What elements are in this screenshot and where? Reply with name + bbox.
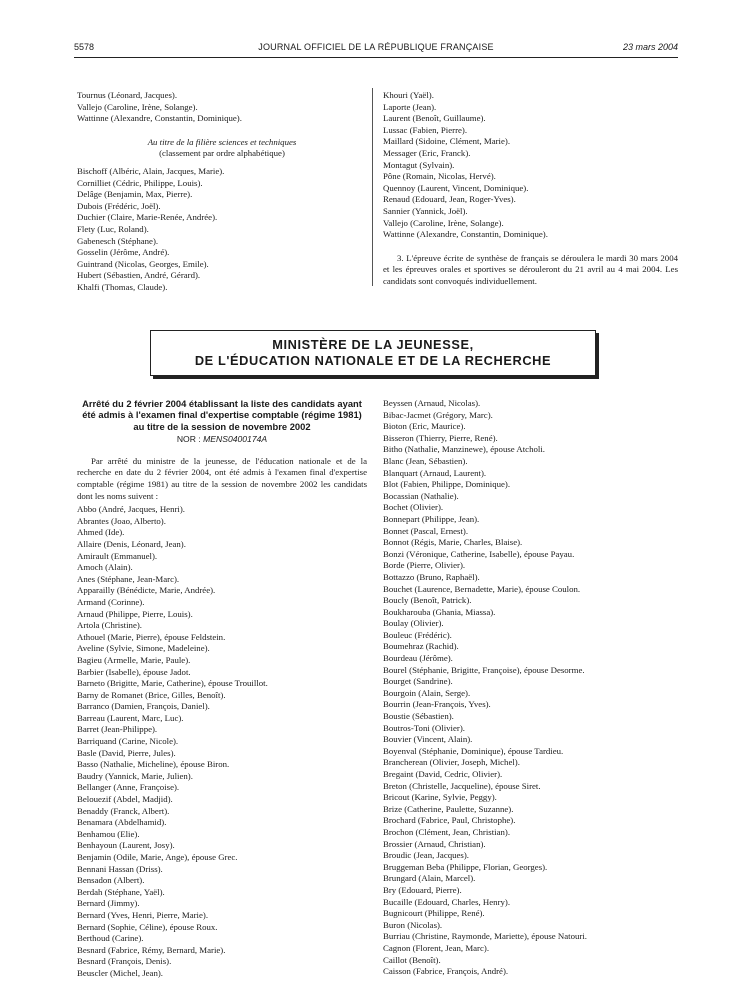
list-item: Caisson (Fabrice, François, André). <box>383 966 509 977</box>
nor-reference <box>77 434 367 446</box>
exam-schedule-paragraph: 3. L'épreuve écrite de synthèse de français se déroulera le mardi 30 mars 2004 et les épreuves orales et sportives se dérouleront du 21 avril au 4 mai 2004. Les candidats sont convoqués individuellement. <box>383 252 678 286</box>
list-item: Benjamin (Odile, Marie, Ange), épouse Grec. <box>77 852 238 862</box>
list-item: Bennani Hassan (Driss). <box>77 863 163 874</box>
arrete-intro: Par arrêté du ministre de la jeunesse, de l'éducation nationale et de la recherche en date du 2 février 2004, ont été admis à l'examen final d'expertise comptable (régime 1981) au titre de la session de novembre 2002 les candidats dont les noms suivent : <box>77 455 367 501</box>
list-item: Brochon (Clément, Jean, Christian). <box>383 826 511 837</box>
list-item: Blanc (Jean, Sébastien). <box>383 455 468 466</box>
list-item: Berthoud (Carine). <box>77 933 144 944</box>
list-item: Vallejo (Caroline, Irène, Solange). <box>77 101 198 112</box>
list-item: Guintrand (Nicolas, Georges, Emile). <box>77 258 209 269</box>
issue-date: 23 mars 2004 <box>622 42 678 52</box>
list-item: Duchier (Claire, Marie-Renée, Andrée). <box>77 212 218 223</box>
list-item: Tournus (Léonard, Jacques). <box>77 90 178 100</box>
name-list <box>77 90 367 125</box>
list-item: Barreau (Laurent, Marc, Luc). <box>77 712 184 723</box>
list-item: Ahmed (Ide). <box>77 527 125 538</box>
list-item: Cagnon (Florent, Jean, Marc). <box>383 942 490 953</box>
column-divider <box>372 88 373 286</box>
header-rule <box>74 57 678 58</box>
list-item: Bibac-Jacmet (Grégory, Marc). <box>383 409 493 420</box>
list-item: Barranco (Damien, François, Daniel). <box>77 701 210 712</box>
list-item: Bioton (Eric, Maurice). <box>383 421 466 432</box>
list-item: Broudic (Jean, Jacques). <box>383 850 469 861</box>
list-item: Brossier (Arnaud, Christian). <box>383 838 486 849</box>
ministry-heading <box>150 330 596 376</box>
list-item: Basle (David, Pierre, Jules). <box>77 747 176 758</box>
list-item: Sannier (Yannick, Joël). <box>383 205 468 216</box>
list-item: Bensadon (Albert). <box>77 875 145 886</box>
list-item: Besnard (Fabrice, Rémy, Bernard, Marie). <box>77 944 226 955</box>
list-item: Bellanger (Anne, Françoise). <box>77 782 180 793</box>
bottom-left-column <box>77 398 367 980</box>
list-item: Bry (Edouard, Pierre). <box>383 884 462 895</box>
list-item: Maillard (Sidoine, Clément, Marie). <box>383 136 511 147</box>
list-item: Boumehraz (Rachid). <box>383 641 459 652</box>
list-item: Bourgoin (Alain, Serge). <box>383 687 471 698</box>
list-item: Wattinne (Alexandre, Constantin, Dominique). <box>77 113 242 124</box>
list-item: Pône (Romain, Nicolas, Hervé). <box>383 171 496 182</box>
list-item: Bourget (Sandrine). <box>383 676 453 687</box>
list-item: Bernard (Sophie, Céline), épouse Roux. <box>77 921 218 932</box>
list-item: Barbier (Isabelle), épouse Jadot. <box>77 666 191 677</box>
list-item: Bouchet (Laurence, Bernadette, Marie), épouse Coulon. <box>383 583 581 594</box>
list-item: Beyssen (Arnaud, Nicolas). <box>383 398 481 408</box>
nor-code: MENS0400174A <box>203 434 268 445</box>
list-item: Bregaint (David, Cedric, Olivier). <box>383 769 503 779</box>
top-left-column <box>77 90 367 294</box>
bottom-right-column <box>383 398 678 978</box>
list-item: Bernard (Jimmy). <box>77 898 140 909</box>
list-item: Bruggeman Beba (Philippe, Florian, Georges). <box>383 861 548 872</box>
list-item: Borde (Pierre, Olivier). <box>383 560 466 571</box>
list-item: Messager (Eric, Franck). <box>383 147 471 158</box>
list-item: Bochet (Olivier). <box>383 502 444 513</box>
list-item: Caillot (Benoît). <box>383 954 441 965</box>
list-item: Wattinne (Alexandre, Constantin, Dominique). <box>383 229 548 240</box>
list-item: Belouezif (Abdel, Madjid). <box>77 794 173 805</box>
list-item: Brungard (Alain, Marcel). <box>383 873 476 884</box>
list-item: Bonnot (Régis, Marie, Charles, Blaise). <box>383 537 523 548</box>
list-item: Barneto (Brigitte, Marie, Catherine), épouse Trouillot. <box>77 678 268 689</box>
list-item: Benaddy (Franck, Albert). <box>77 805 170 816</box>
list-item: Barriquand (Carine, Nicole). <box>77 736 179 747</box>
list-item: Bonzi (Véronique, Catherine, Isabelle), épouse Payau. <box>383 548 575 559</box>
list-item: Gosselin (Jérôme, André). <box>77 247 170 258</box>
list-item: Flety (Luc, Roland). <box>77 223 149 234</box>
list-item: Brize (Catherine, Paulette, Suzanne). <box>383 803 514 814</box>
list-item: Brochard (Fabrice, Paul, Christophe). <box>383 815 516 826</box>
list-item: Bisseron (Thierry, Pierre, René). <box>383 432 498 443</box>
name-list <box>383 398 678 978</box>
list-item: Artola (Christine). <box>77 620 142 631</box>
list-item: Renaud (Edouard, Jean, Roger-Yves). <box>383 194 516 205</box>
list-item: Bonnepart (Philippe, Jean). <box>383 513 480 524</box>
list-item: Boyenval (Stéphanie, Dominique), épouse Tardieu. <box>383 745 564 756</box>
list-item: Hubert (Sébastien, André, Gérard). <box>77 270 201 281</box>
list-item: Khalfi (Thomas, Claude). <box>77 281 168 292</box>
list-item: Bouleuc (Frédéric). <box>383 629 452 640</box>
list-item: Boukharouba (Ghania, Miassa). <box>383 606 496 617</box>
name-list <box>383 90 678 241</box>
list-item: Besnard (François, Denis). <box>77 956 172 967</box>
ministry-line-1: MINISTÈRE DE LA JEUNESSE, <box>272 337 474 352</box>
list-item: Benhayoun (Laurent, Josy). <box>77 840 175 851</box>
list-item: Bitho (Nathalie, Manzinewe), épouse Atcholi. <box>383 444 545 455</box>
list-item: Bagieu (Armelle, Marie, Paule). <box>77 654 191 665</box>
list-item: Beuscler (Michel, Jean). <box>77 967 163 978</box>
list-item: Amirault (Emmanuel). <box>77 550 158 561</box>
list-item: Buron (Nicolas). <box>383 919 443 930</box>
list-item: Barny de Romanet (Brice, Gilles, Benoît). <box>77 689 226 700</box>
list-item: Delâge (Benjamin, Max, Pierre). <box>77 189 193 200</box>
list-item: Anes (Stéphane, Jean-Marc). <box>77 573 180 584</box>
list-item: Bernard (Yves, Henri, Pierre, Marie). <box>77 909 209 920</box>
list-item: Bouvier (Vincent, Alain). <box>383 734 473 745</box>
list-item: Gabenesch (Stéphane). <box>77 235 159 246</box>
nor-label: NOR : <box>176 434 201 445</box>
list-item: Boucly (Benoît, Patrick). <box>383 595 472 606</box>
arrete-title: Arrêté du 2 février 2004 établissant la liste des candidats ayant été admis à l'examen final d'expertise comptable (régime 1981) au titre de la session de novembre 2002 <box>82 398 362 432</box>
list-item: Armand (Corinne). <box>77 596 145 607</box>
list-item: Baudry (Yannick, Marie, Julien). <box>77 770 193 781</box>
list-item: Vallejo (Caroline, Irène, Solange). <box>383 217 504 228</box>
page-number: 5578 <box>74 42 95 52</box>
list-item: Laporte (Jean). <box>383 101 437 112</box>
list-item: Bourrin (Jean-François, Yves). <box>383 699 491 710</box>
list-item: Breton (Christelle, Jacqueline), épouse Siret. <box>383 780 541 791</box>
page-header <box>74 42 678 56</box>
section-subtitle: (classement par ordre alphabétique) <box>159 148 285 159</box>
list-item: Bonnet (Pascal, Ernest). <box>383 525 469 536</box>
list-item: Bischoff (Albéric, Alain, Jacques, Marie). <box>77 165 225 176</box>
list-item: Bugnicourt (Philippe, René). <box>383 908 485 919</box>
list-item: Lussac (Fabien, Pierre). <box>383 124 468 135</box>
list-item: Barret (Jean-Philippe). <box>77 724 158 735</box>
list-item: Bourel (Stéphanie, Brigitte, Françoise), épouse Desorme. <box>383 664 585 675</box>
list-item: Basso (Nathalie, Micheline), épouse Biron. <box>77 759 230 770</box>
ministry-line-2: DE L'ÉDUCATION NATIONALE ET DE LA RECHERCHE <box>194 353 552 368</box>
list-item: Montagut (Sylvain). <box>383 159 455 170</box>
list-item: Boulay (Olivier). <box>383 618 444 629</box>
list-item: Bottazzo (Bruno, Raphaël). <box>383 571 480 582</box>
list-item: Arnaud (Philippe, Pierre, Louis). <box>77 608 193 619</box>
list-item: Brancherean (Olivier, Joseph, Michel). <box>383 757 520 768</box>
list-item: Dubois (Frédéric, Joël). <box>77 200 161 211</box>
list-item: Boustie (Sébastien). <box>383 711 454 722</box>
list-item: Berdah (Stéphane, Yaël). <box>77 886 165 897</box>
list-item: Bocassian (Nathalie). <box>383 490 459 501</box>
list-item: Blot (Fabien, Philippe, Dominique). <box>383 479 511 490</box>
list-item: Allaire (Denis, Léonard, Jean). <box>77 538 186 549</box>
list-item: Benhamou (Elie). <box>77 828 140 839</box>
section-title: Au titre de la filière sciences et techniques <box>147 136 297 147</box>
name-list <box>77 166 367 294</box>
list-item: Athouel (Marie, Pierre), épouse Feldstein. <box>77 631 226 642</box>
list-item: Khouri (Yaël). <box>383 90 434 100</box>
name-list <box>77 504 367 979</box>
list-item: Blanquart (Arnaud, Laurent). <box>383 467 487 478</box>
list-item: Apparailly (Bénédicte, Marie, Andrée). <box>77 585 216 596</box>
journal-title: JOURNAL OFFICIEL DE LA RÉPUBLIQUE FRANÇAISE <box>258 42 494 52</box>
list-item: Quennoy (Laurent, Vincent, Dominique). <box>383 182 529 193</box>
list-item: Benamara (Abdelhamid). <box>77 817 167 828</box>
list-item: Aveline (Sylvie, Simone, Madeleine). <box>77 643 210 654</box>
list-item: Boutros-Toni (Olivier). <box>383 722 465 733</box>
list-item: Burriau (Christine, Raymonde, Mariette), épouse Natouri. <box>383 931 587 942</box>
list-item: Cornilliet (Cédric, Philippe, Louis). <box>77 177 203 188</box>
list-item: Amoch (Alain). <box>77 562 133 573</box>
list-item: Bucaille (Edouard, Charles, Henry). <box>383 896 511 907</box>
list-item: Abbo (André, Jacques, Henri). <box>77 504 185 515</box>
top-right-column <box>383 90 678 288</box>
list-item: Bourdeau (Jérôme). <box>383 653 453 664</box>
list-item: Bricout (Karine, Sylvie, Peggy). <box>383 792 497 803</box>
list-item: Abrantes (Joao, Alberto). <box>77 515 166 526</box>
list-item: Laurent (Benoît, Guillaume). <box>383 113 486 124</box>
